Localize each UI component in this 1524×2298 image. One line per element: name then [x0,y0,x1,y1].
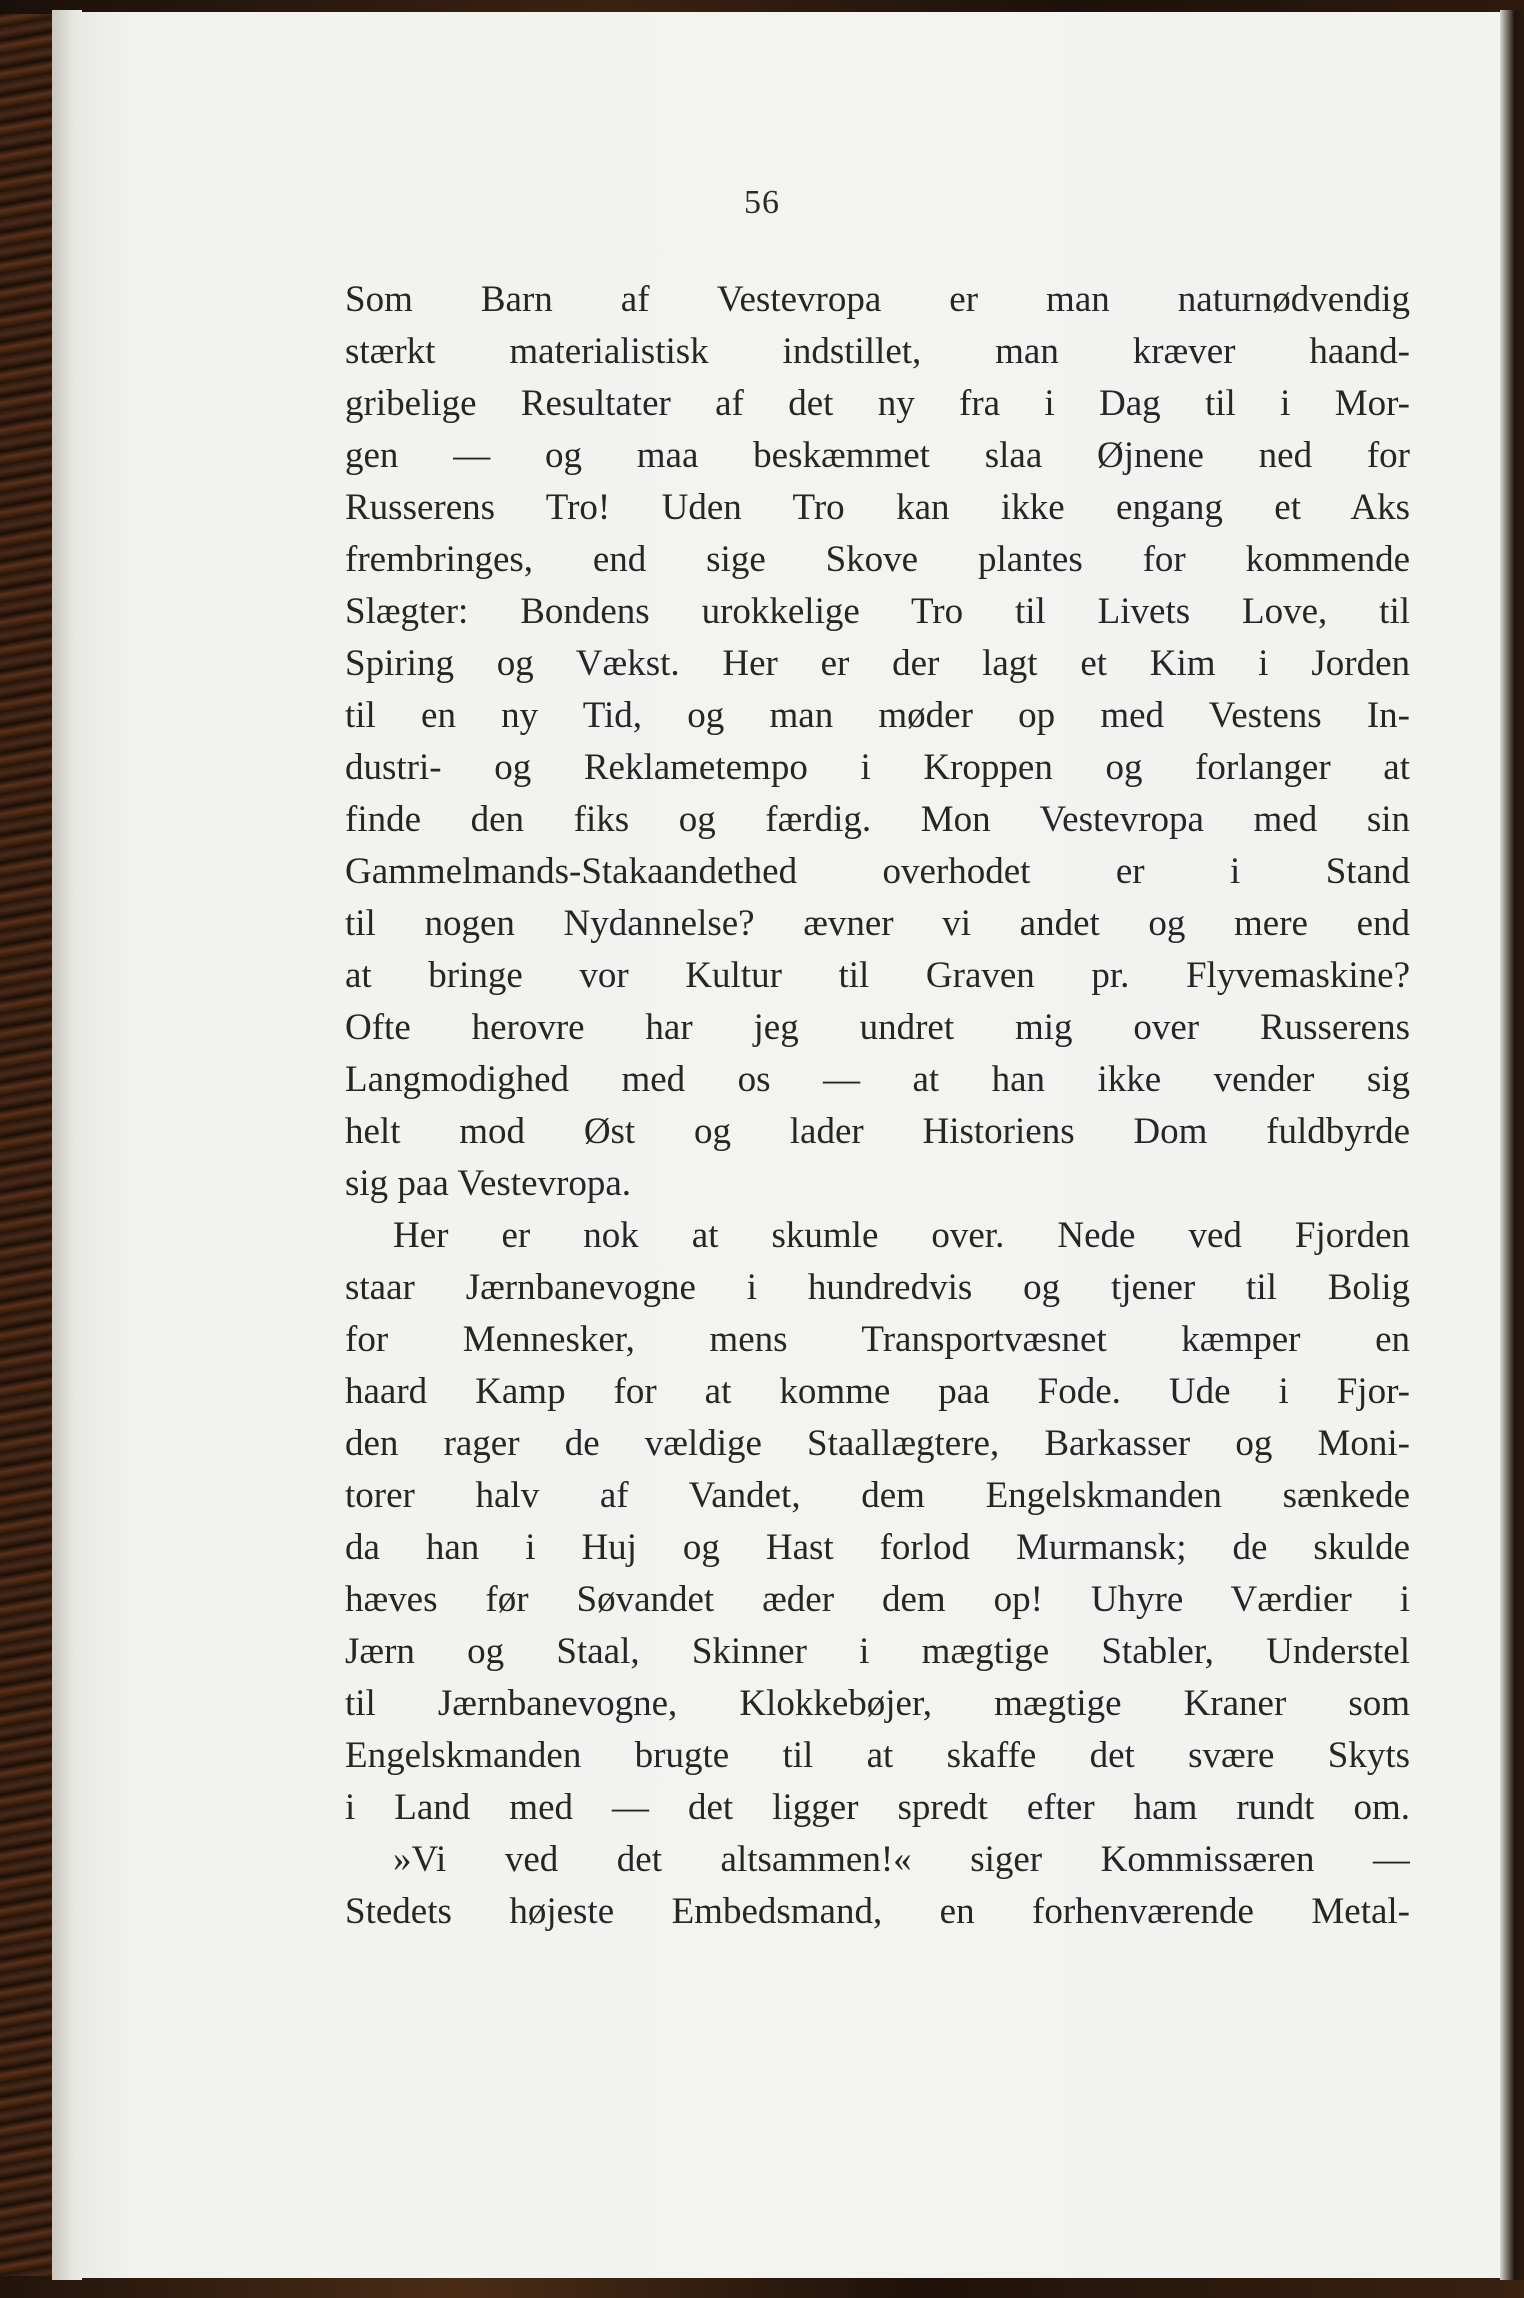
text-line: torer halv af Vandet, dem Engelskmanden sænkede [345,1475,1410,1516]
text-line: gribelige Resultater af det ny fra i Dag til i Mor- [345,383,1410,424]
text-line: for Mennesker, mens Transportvæsnet kæmper en [345,1319,1410,1360]
text-line: »Vi ved det altsammen!« siger Kommissæren — [393,1839,1410,1880]
text-line: haard Kamp for at komme paa Fode. Ude i Fjor- [345,1371,1410,1412]
text-line: Ofte herovre har jeg undret mig over Russerens [345,1007,1410,1048]
text-line: den rager de vældige Staallægtere, Barkasser og Moni- [345,1423,1410,1464]
text-line: Engelskmanden brugte til at skaffe det svære Skyts [345,1735,1410,1776]
text-line: Russerens Tro! Uden Tro kan ikke engang et Aks [345,487,1410,528]
text-line: Spiring og Vækst. Her er der lagt et Kim i Jorden [345,643,1410,684]
text-line: i Land med — det ligger spredt efter ham rundt om. [345,1787,1410,1828]
text-line: sig paa Vestevropa. [345,1163,631,1204]
text-line: Som Barn af Vestevropa er man naturnødvendig [345,279,1410,320]
text-line: Gammelmands-Stakaandethed overhodet er i Stand [345,851,1410,892]
text-line: dustri- og Reklametempo i Kroppen og forlanger at [345,747,1410,788]
text-line: finde den fiks og færdig. Mon Vestevropa med sin [345,799,1410,840]
text-line: at bringe vor Kultur til Graven pr. Flyvemaskine? [345,955,1410,996]
text-line: til nogen Nydannelse? ævner vi andet og mere end [345,903,1410,944]
text-line: da han i Huj og Hast forlod Murmansk; de skulde [345,1527,1410,1568]
text-line: Her er nok at skumle over. Nede ved Fjorden [393,1215,1410,1256]
text-line: staar Jærnbanevogne i hundredvis og tjener til Bolig [345,1267,1410,1308]
text-line: helt mod Øst og lader Historiens Dom fuldbyrde [345,1111,1410,1152]
book-board-bottom [0,2276,1524,2298]
page-right-edge [1500,10,1524,2280]
text-line: til en ny Tid, og man møder op med Vestens In- [345,695,1410,736]
text-line: stærkt materialistisk indstillet, man kræver haand- [345,331,1410,372]
text-line: til Jærnbanevogne, Klokkebøjer, mægtige Kraner som [345,1683,1410,1724]
body-text [345,274,1410,1938]
text-line: Jærn og Staal, Skinner i mægtige Stabler, Understel [345,1631,1410,1672]
text-line: Langmodighed med os — at han ikke vender sig [345,1059,1410,1100]
text-line: Stedets højeste Embedsmand, en forhenværende Metal- [345,1891,1410,1932]
text-line: Slægter: Bondens urokkelige Tro til Livets Love, til [345,591,1410,632]
text-line: frembringes, end sige Skove plantes for kommende [345,539,1410,580]
text-line: gen — og maa beskæmmet slaa Øjnene ned for [345,435,1410,476]
text-line: hæves før Søvandet æder dem op! Uhyre Værdier i [345,1579,1410,1620]
page-number: 56 [744,184,780,221]
